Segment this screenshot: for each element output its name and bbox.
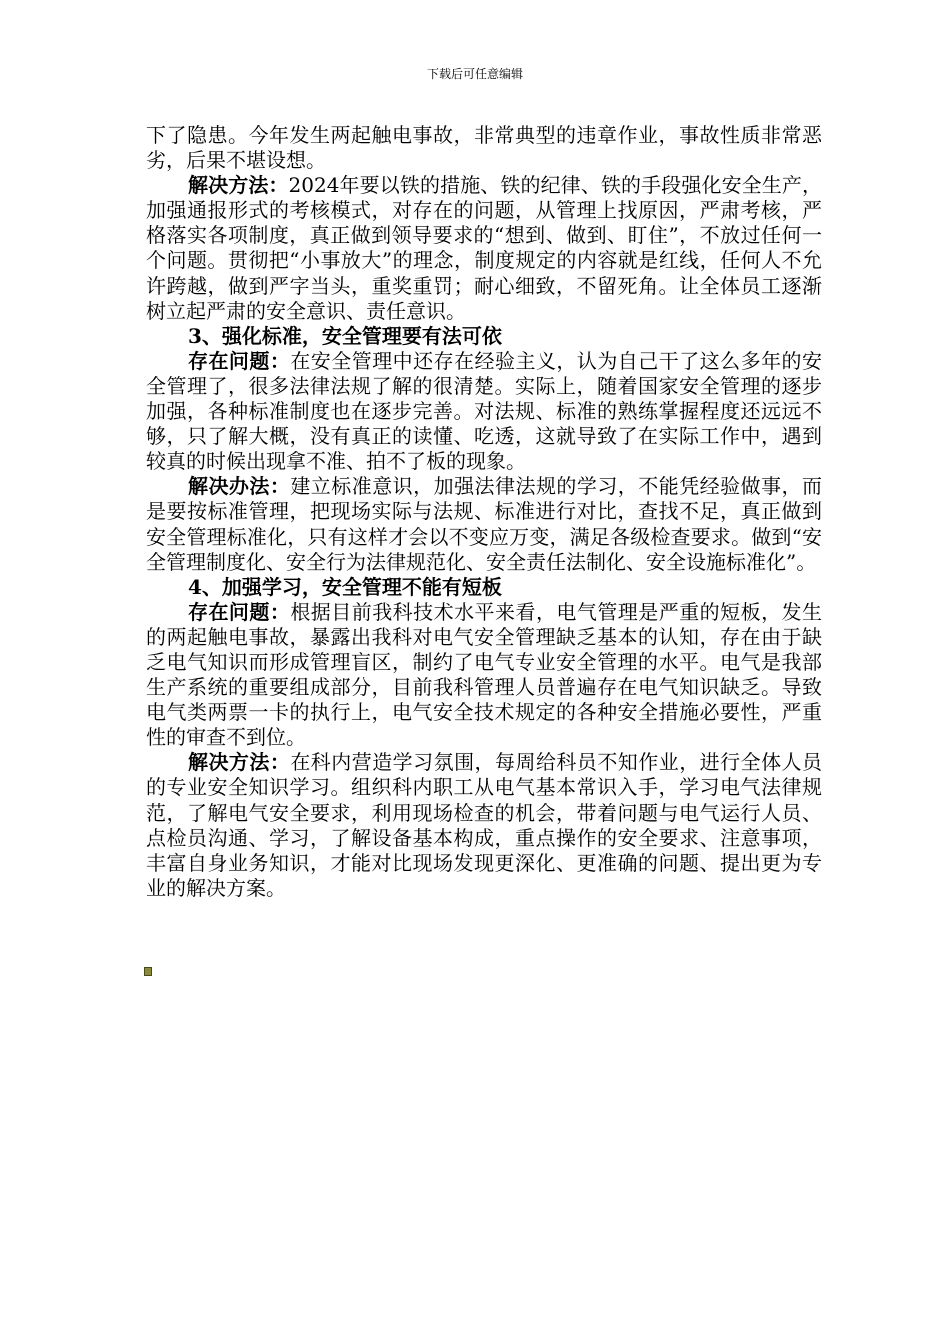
paragraph-label: 存在问题： (188, 348, 291, 373)
paragraph-label: 解决办法： (188, 474, 291, 499)
page-header: 下载后可任意编辑 (426, 67, 523, 81)
paragraph-text: 2024年要以铁的措施、铁的纪律、铁的手段强化安全生产，加强通报形式的考核模式，对存在的问题，从管理上找原因，严肃考核，严格落实各项制度，真正做到领导要求的“想到、做到、盯住”，不放过任何一个问题。贯彻把“小事放大”的理念，制度规定的内容就是红线，任何人不允许跨越，做到严字当头，重奖重罚；耐心细致，不留死角。让全体员工逐渐树立起严肃的安全意识、责任意识。 (146, 173, 823, 323)
paragraph-text: 下了隐患。今年发生两起触电事故，非常典型的违章作业，事故性质非常恶劣，后果不堪设想。 (146, 123, 822, 173)
paragraph-text: 在安全管理中还存在经验主义，认为自己干了这么多年的安全管理了，很多法律法规了解的很清楚。实际上，随着国家安全管理的逐步加强，各种标准制度也在逐步完善。对法规、标准的熟练掌握程度还远远不够，只了解大概，没有真正的读懂、吃透，这就导致了在实际工作中，遇到较真的时候出现拿不准、拍不了板的现象。 (146, 348, 823, 474)
paragraph-5 (146, 474, 822, 574)
paragraph-label: 解决方法： (188, 750, 291, 775)
section-heading-4: 4、加强学习，安全管理不能有短板 (188, 574, 502, 599)
section-heading-3: 3、强化标准，安全管理要有法可依 (188, 323, 502, 348)
document-body (146, 123, 822, 901)
paragraph-4 (146, 349, 822, 474)
paragraph-1 (146, 123, 822, 173)
paragraph-label: 存在问题： (188, 599, 291, 624)
paragraph-7 (146, 600, 822, 751)
paragraph-label: 解决方法： (188, 173, 289, 198)
paragraph-2 (146, 173, 822, 324)
end-of-text-marker-icon (144, 967, 152, 976)
paragraph-8 (146, 750, 822, 901)
paragraph-text: 建立标准意识，加强法律法规的学习，不能凭经验做事，而是要按标准管理，把现场实际与法规、标准进行对比，查找不足，真正做到安全管理标准化，只有这样才会以不变应万变，满足各级检查要求。做到“安全管理制度化、安全行为法律规范化、安全责任法制化、安全设施标准化”。 (146, 474, 823, 574)
paragraph-text: 在科内营造学习氛围，每周给科员不知作业，进行全体人员的专业安全知识学习。组织科内职工从电气基本常识入手，学习电气法律规范，了解电气安全要求，利用现场检查的机会，带着问题与电气运行人员、点检员沟通、学习，了解设备基本构成，重点操作的安全要求、注意事项，丰富自身业务知识，才能对比现场发现更深化、更准确的问题、提出更为专业的解决方案。 (146, 750, 823, 900)
paragraph-text: 根据目前我科技术水平来看，电气管理是严重的短板，发生的两起触电事故，暴露出我科对电气安全管理缺乏基本的认知，存在由于缺乏电气知识而形成管理盲区，制约了电气专业安全管理的水平。电气是我部生产系统的重要组成部分，目前我科管理人员普遍存在电气知识缺乏。导致电气类两票一卡的执行上，电气安全技术规定的各种安全措施必要性，严重性的审查不到位。 (146, 599, 823, 750)
